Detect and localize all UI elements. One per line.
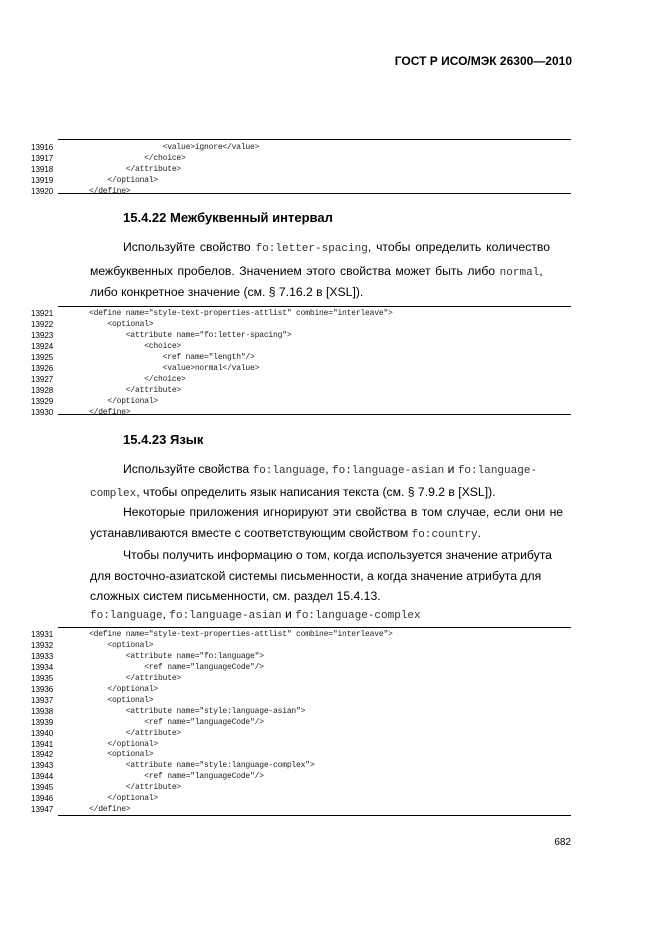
code-text: <ref name="languageCode"/> (89, 772, 264, 782)
code-text: </define> (89, 805, 131, 815)
line-number: 13920 (31, 186, 54, 196)
code-block-top-rule (58, 306, 571, 307)
code-text: </attribute> (89, 673, 182, 683)
code-text: </optional> (89, 739, 159, 749)
code-text: <optional> (89, 695, 154, 705)
text-run: , (325, 462, 332, 476)
code-text: <attribute name="style:language-complex"> (89, 761, 315, 771)
code-text: </attribute> (89, 164, 182, 174)
line-number: 13936 (31, 684, 54, 694)
inline-code: fo:language (252, 465, 326, 477)
paragraph-line (123, 462, 571, 479)
code-text: </define> (89, 186, 131, 196)
code-text: <value>ignore</value> (89, 143, 260, 152)
line-number: 13921 (31, 309, 54, 318)
text-run: . (477, 526, 482, 540)
paragraph-line (90, 526, 571, 543)
paragraph-line (90, 264, 571, 281)
line-number: 13916 (31, 143, 54, 152)
page-number: 682 (554, 837, 571, 848)
paragraph-line (90, 485, 571, 502)
line-number: 13943 (31, 761, 54, 771)
code-text: <optional> (89, 319, 154, 329)
code-text: <attribute name="fo:letter-spacing"> (89, 330, 292, 340)
code-text: </attribute> (89, 783, 182, 793)
line-number: 13932 (31, 640, 54, 650)
code-text: <define name="style-text-properties-attlist" combine="interleave"> (89, 309, 393, 318)
line-number: 13934 (31, 662, 54, 672)
code-text: </attribute> (89, 385, 182, 395)
line-number: 13942 (31, 750, 54, 760)
line-number: 13939 (31, 717, 54, 727)
line-number: 13923 (31, 330, 54, 340)
text-run: межбуквенных пробелов. Значением этого свойства может быть либо (90, 264, 500, 278)
inline-code: normal (499, 267, 540, 279)
code-text: <optional> (89, 640, 154, 650)
text-run: , (162, 607, 170, 621)
inline-code: fo:letter-spacing (255, 243, 368, 255)
code-text: </attribute> (89, 728, 182, 738)
paragraph-line (90, 569, 571, 584)
code-text: </optional> (89, 175, 159, 185)
line-number: 13933 (31, 651, 54, 661)
line-number: 13937 (31, 695, 54, 705)
inline-code: fo:language (90, 610, 163, 622)
inline-code: fo:language-asian (332, 465, 445, 477)
code-text: <ref name="length"/> (89, 352, 255, 362)
line-number: 13918 (31, 164, 54, 174)
code-block-top-rule (58, 139, 571, 140)
line-number: 13926 (31, 363, 54, 373)
code-text: <ref name="languageCode"/> (89, 662, 264, 672)
section-heading: 15.4.23 Язык (123, 432, 204, 447)
line-number: 13928 (31, 385, 54, 395)
line-number: 13945 (31, 783, 54, 793)
line-number: 13917 (31, 153, 54, 163)
code-text: <ref name="languageCode"/> (89, 717, 264, 727)
line-number: 13931 (31, 630, 54, 639)
line-number: 13924 (31, 341, 54, 351)
code-text: </optional> (89, 396, 159, 406)
code-text: <value>normal</value> (89, 363, 260, 373)
code-text: </choice> (89, 374, 186, 384)
code-text: <attribute name="fo:language"> (89, 651, 264, 661)
code-text: </define> (89, 407, 131, 417)
line-number: 13922 (31, 319, 54, 329)
code-block-bottom-rule (58, 414, 571, 415)
paragraph-line (90, 589, 571, 604)
document-header: ГОСТ Р ИСО/МЭК 26300—2010 (394, 54, 572, 68)
paragraph-line (90, 285, 571, 300)
code-text: <attribute name="style:language-asian"> (89, 706, 306, 716)
code-text: </optional> (89, 794, 159, 804)
line-number: 13938 (31, 706, 54, 716)
text-run: и (281, 607, 296, 621)
text-run: , чтобы определить язык написания текста (см. § 7.9.2 в [XSL]). (136, 485, 496, 499)
code-block-bottom-rule (58, 193, 571, 194)
text-run: Чтобы получить информацию о том, когда используется значение атрибута (123, 548, 552, 562)
code-text: </choice> (89, 153, 186, 163)
code-text: <optional> (89, 750, 154, 760)
paragraph-line (90, 607, 571, 624)
line-number: 13925 (31, 352, 54, 362)
text-run: и (444, 462, 458, 476)
code-block-bottom-rule (58, 815, 571, 816)
line-number: 13947 (31, 805, 54, 815)
text-run: , (539, 264, 543, 278)
section-heading: 15.4.22 Межбуквенный интервал (123, 210, 333, 225)
text-run: Используйте свойство (123, 240, 256, 254)
inline-code: complex (90, 488, 137, 500)
line-number: 13929 (31, 396, 54, 406)
inline-code: fo:language-asian (169, 610, 282, 622)
inline-code: fo:language- (457, 465, 538, 477)
text-run: для восточно-азиатской системы письменности, а когда значение атрибута для (90, 569, 542, 583)
paragraph-line (123, 505, 571, 520)
text-run: устанавливаются вместе с соответствующим свойством (90, 526, 412, 540)
inline-code: fo:language-complex (295, 610, 421, 622)
line-number: 13940 (31, 728, 54, 738)
text-run: либо конкретное значение (см. § 7.16.2 в [XSL]). (90, 285, 364, 299)
code-text: <define name="style-text-properties-attlist" combine="interleave"> (89, 630, 393, 639)
line-number: 13935 (31, 673, 54, 683)
paragraph-line (123, 548, 571, 563)
line-number: 13946 (31, 794, 54, 804)
text-run: Используйте свойства (123, 462, 253, 476)
inline-code: fo:country (411, 529, 478, 541)
text-run: , чтобы определить количество (367, 240, 550, 254)
paragraph-line (123, 240, 571, 257)
line-number: 13927 (31, 374, 54, 384)
code-block-top-rule (58, 627, 571, 628)
text-run: сложных систем письменности, см. раздел 15.4.13. (90, 589, 381, 603)
line-number: 13944 (31, 772, 54, 782)
line-number: 13919 (31, 175, 54, 185)
line-number: 13930 (31, 407, 54, 417)
code-text: </optional> (89, 684, 159, 694)
code-text: <choice> (89, 341, 182, 351)
text-run: Некоторые приложения игнорируют эти свойства в том случае, если они не (123, 505, 564, 519)
line-number: 13941 (31, 739, 54, 749)
